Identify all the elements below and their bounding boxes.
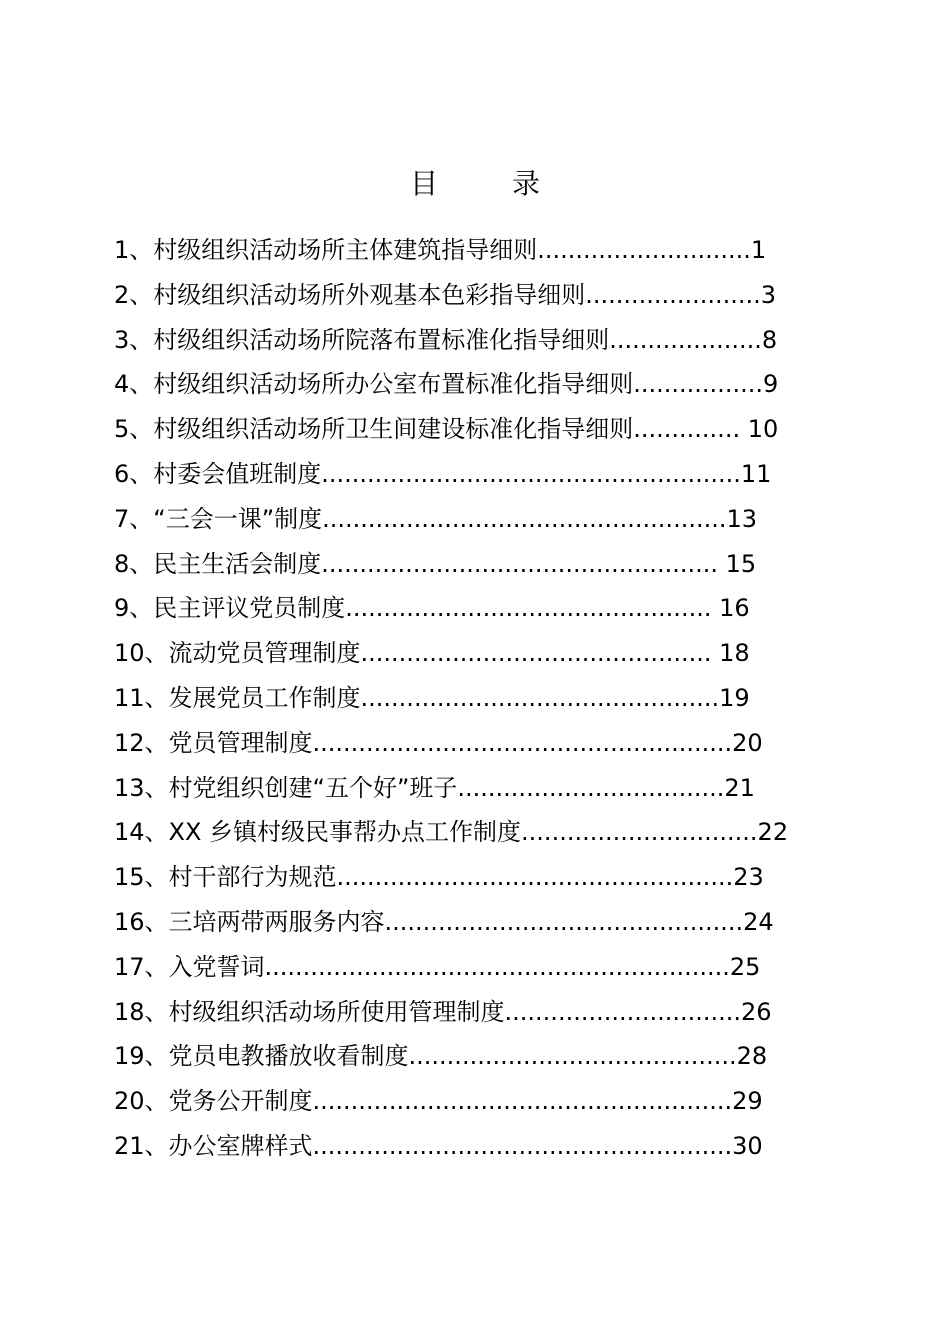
toc-entry-15[interactable]: 15、村干部行为规范....................................................23 (114, 863, 764, 892)
toc-entry-8[interactable]: 8、民主生活会制度.................................................... 15 (114, 549, 757, 578)
toc-entry-21[interactable]: 21、办公室牌样式.......................................................30 (114, 1131, 763, 1160)
toc-entry-17[interactable]: 17、入党誓词.............................................................25 (114, 952, 761, 981)
toc-entry-3[interactable]: 3、村级组织活动场所院落布置标准化指导细则....................8 (114, 325, 778, 354)
toc-entry-2[interactable]: 2、村级组织活动场所外观基本色彩指导细则.......................3 (114, 280, 777, 309)
toc-entry-12[interactable]: 12、党员管理制度.......................................................20 (114, 728, 763, 757)
toc-entry-10[interactable]: 10、流动党员管理制度.............................................. 18 (114, 639, 750, 668)
toc-entry-9[interactable]: 9、民主评议党员制度................................................ 16 (114, 594, 750, 623)
toc-entry-1[interactable]: 1、村级组织活动场所主体建筑指导细则............................1 (114, 236, 767, 264)
toc-entry-14[interactable]: 14、XX 乡镇村级民事帮办点工作制度...............................22 (114, 818, 789, 847)
table-of-contents (114, 228, 788, 1169)
toc-entry-13[interactable]: 13、村党组织创建“五个好”班子...................................21 (114, 773, 755, 802)
title-char-2: 录 (512, 167, 541, 200)
toc-entry-16[interactable]: 16、三培两带两服务内容...............................................24 (114, 907, 774, 936)
toc-entry-5[interactable]: 5、村级组织活动场所卫生间建设标准化指导细则.............. 10 (114, 415, 779, 444)
page-title (0, 160, 950, 208)
toc-entry-20[interactable]: 20、党务公开制度.......................................................29 (114, 1087, 763, 1116)
toc-entry-11[interactable]: 11、发展党员工作制度...............................................19 (114, 683, 750, 712)
toc-entry-7[interactable]: 7、“三会一课”制度.....................................................13 (114, 504, 758, 533)
toc-entry-19[interactable]: 19、党员电教播放收看制度...........................................28 (114, 1042, 768, 1071)
toc-entry-18[interactable]: 18、村级组织活动场所使用管理制度...............................26 (114, 997, 772, 1026)
toc-entry-4[interactable]: 4、村级组织活动场所办公室布置标准化指导细则.................9 (114, 370, 779, 399)
title-char-1: 目 (409, 167, 438, 200)
toc-entry-6[interactable]: 6、村委会值班制度.......................................................11 (114, 459, 772, 488)
